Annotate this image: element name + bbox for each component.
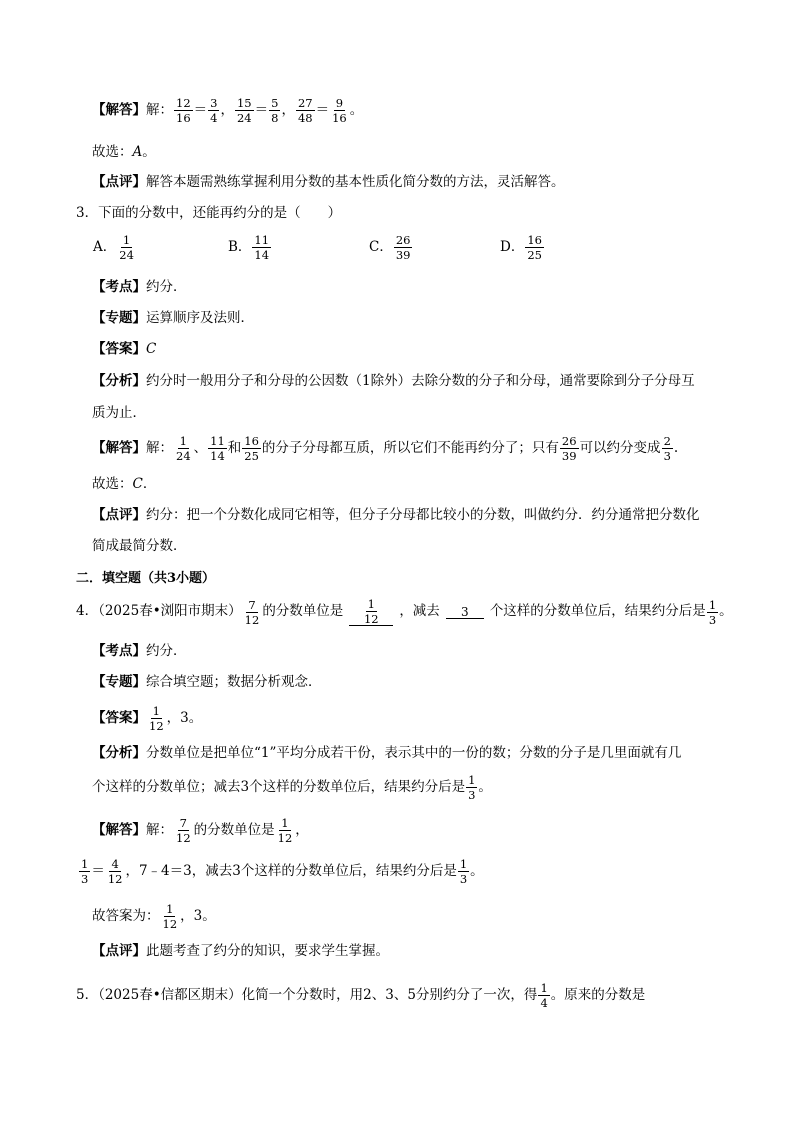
answer-blank-1[interactable] bbox=[349, 598, 393, 626]
choose-line bbox=[92, 146, 156, 160]
equals-sign: ＝ bbox=[315, 101, 330, 118]
comment-tag: 【点评】 bbox=[92, 507, 146, 523]
choose-end: ． bbox=[142, 476, 157, 492]
option-label: B． bbox=[228, 238, 252, 255]
fraction: $\frac{4}{12}$ bbox=[107, 857, 123, 887]
choose-end: 。 bbox=[142, 144, 156, 160]
fraction: $\frac{11}{14}$ bbox=[254, 233, 270, 263]
answer-line bbox=[92, 705, 202, 732]
question-text: 3．下面的分数中，还能再约分的是（ ） bbox=[76, 205, 342, 221]
knowledge-text: 约分． bbox=[146, 643, 187, 659]
answer-detail-tag: 【解答】 bbox=[92, 101, 146, 118]
fraction: $\frac{1}{3}$ bbox=[459, 857, 468, 887]
solution-line bbox=[92, 817, 309, 844]
option-d bbox=[500, 234, 545, 261]
solution-prefix: 解： bbox=[146, 821, 173, 838]
answer-tag: 【答案】 bbox=[92, 709, 146, 726]
fraction: $\frac{27}{48}$ bbox=[297, 96, 313, 126]
topic-tag: 【专题】 bbox=[92, 674, 146, 690]
fraction: $\frac{15}{24}$ bbox=[236, 96, 252, 126]
fraction: $\frac{1}{3}$ bbox=[81, 857, 89, 887]
choose-letter: A bbox=[132, 144, 143, 160]
solution-prefix: 解： bbox=[146, 101, 173, 118]
answer-line bbox=[92, 343, 156, 357]
analysis-text: 。 bbox=[478, 778, 492, 795]
fraction: $\frac{1}{24}$ bbox=[176, 434, 191, 464]
fraction: $\frac{1}{24}$ bbox=[119, 233, 134, 263]
topic-line bbox=[92, 312, 254, 326]
solution-prefix: 解： bbox=[146, 439, 173, 456]
fraction: $\frac{1}{12}$ bbox=[149, 704, 164, 734]
answer-text: ，3。 bbox=[166, 709, 203, 726]
solution-line bbox=[92, 97, 363, 124]
fraction: $\frac{1}{12}$ bbox=[162, 902, 178, 932]
solution-text: 可以约分变成 bbox=[579, 439, 661, 456]
topic-text: 综合填空题；数据分析观念． bbox=[146, 674, 322, 690]
fraction: $\frac{5}{8}$ bbox=[271, 96, 279, 126]
fraction: $\frac{1}{12}$ bbox=[363, 597, 379, 627]
option-label: D． bbox=[500, 238, 525, 255]
solution-text: 的分数单位是 bbox=[193, 821, 275, 838]
analysis-line-2 bbox=[92, 774, 492, 801]
comment-line bbox=[92, 945, 389, 959]
final-answer-line bbox=[92, 903, 216, 930]
comma: ， bbox=[281, 101, 295, 118]
choose-letter: C bbox=[132, 476, 143, 492]
analysis-tag: 【分析】 bbox=[92, 373, 146, 389]
comment-text: 此题考查了约分的知识，要求学生掌握。 bbox=[146, 943, 389, 959]
question-text: 的分数单位是 bbox=[262, 603, 344, 620]
solution-line-2 bbox=[78, 858, 484, 885]
knowledge-tag: 【考点】 bbox=[92, 643, 146, 659]
question-text: ，减去 bbox=[399, 603, 440, 620]
answer-detail-tag: 【解答】 bbox=[92, 439, 146, 456]
fraction: $\frac{26}{39}$ bbox=[395, 233, 411, 263]
fraction: $\frac{12}{16}$ bbox=[176, 96, 191, 126]
choose-line bbox=[92, 478, 156, 492]
knowledge-line bbox=[92, 281, 187, 295]
fraction: $\frac{1}{4}$ bbox=[540, 981, 548, 1011]
question-source: 4．（2025春•浏阳市期末） bbox=[76, 603, 242, 620]
knowledge-line bbox=[92, 645, 187, 659]
comment-line-2 bbox=[92, 540, 187, 554]
topic-line bbox=[92, 676, 322, 690]
solution-text: . bbox=[673, 439, 679, 456]
solution-text: 和 bbox=[227, 439, 242, 456]
analysis-text: 质为止． bbox=[92, 405, 146, 421]
fraction: $\frac{16}{25}$ bbox=[244, 434, 259, 464]
comment-tag: 【点评】 bbox=[92, 174, 146, 190]
knowledge-tag: 【考点】 bbox=[92, 279, 146, 295]
solution-line bbox=[92, 435, 678, 462]
analysis-line-1 bbox=[92, 375, 695, 389]
analysis-text: 个这样的分数单位；减去3个这样的分数单位后，结果约分后是 bbox=[92, 778, 466, 795]
question-5-stem bbox=[76, 982, 645, 1009]
solution-text: 的分子分母都互质，所以它们不能再约分了；只有 bbox=[261, 439, 559, 456]
comment-line-1 bbox=[92, 509, 700, 523]
comment-tag: 【点评】 bbox=[92, 943, 146, 959]
answer-tag: 【答案】 bbox=[92, 341, 146, 357]
comma: ， bbox=[220, 101, 234, 118]
comment-text: 约分：把一个分数化成同它相等，但分子分母都比较小的分数，叫做约分．约分通常把分数化 bbox=[146, 507, 700, 523]
option-b bbox=[228, 234, 272, 261]
option-c bbox=[369, 234, 413, 261]
analysis-line-1 bbox=[92, 747, 681, 761]
solution-text: 、 bbox=[193, 439, 208, 456]
comment-line bbox=[92, 176, 565, 190]
answer-detail-tag: 【解答】 bbox=[92, 821, 146, 838]
fraction: $\frac{7}{12}$ bbox=[244, 597, 260, 627]
fraction: $\frac{7}{12}$ bbox=[176, 816, 191, 846]
equals-sign: ＝ bbox=[254, 101, 269, 118]
fraction: $\frac{1}{3}$ bbox=[468, 773, 476, 803]
analysis-text: 约分时一般用分子和分母的公因数（1除外）去除分数的分子和分母，通常要除到分子分母互 bbox=[146, 373, 695, 389]
period: 。 bbox=[349, 101, 364, 118]
knowledge-text: 约分． bbox=[146, 279, 187, 295]
solution-text: 。 bbox=[470, 862, 484, 879]
fraction: $\frac{16}{25}$ bbox=[527, 233, 542, 263]
analysis-line-2 bbox=[92, 407, 146, 421]
question-text: 。 bbox=[719, 603, 733, 620]
solution-text: ， bbox=[295, 821, 309, 838]
section-title bbox=[76, 572, 215, 585]
option-label: C． bbox=[369, 238, 393, 255]
question-text: 个这样的分数单位后，结果约分后是 bbox=[489, 603, 706, 620]
equals-sign: ＝ bbox=[91, 862, 105, 879]
comment-text: 解答本题需熟练掌握利用分数的基本性质化简分数的方法，灵活解答。 bbox=[146, 174, 565, 190]
choose-prefix: 故选： bbox=[92, 476, 133, 492]
final-text: ，3。 bbox=[180, 907, 216, 924]
fraction: $\frac{9}{16}$ bbox=[332, 96, 347, 126]
answer-text: C bbox=[146, 341, 157, 357]
choose-prefix: 故选： bbox=[92, 144, 133, 160]
answer-blank-2[interactable]: 3 bbox=[446, 606, 484, 619]
question-text: 5．（2025春•信都区期末）化简一个分数时，用2、3、5分别约分了一次，得 bbox=[76, 986, 538, 1003]
question-4-stem bbox=[76, 598, 733, 626]
section-title-text: 二．填空题（共3小题） bbox=[76, 571, 216, 586]
comment-text: 简成最简分数． bbox=[92, 538, 187, 554]
question-3-stem bbox=[76, 207, 341, 221]
option-label: A． bbox=[93, 238, 117, 255]
fraction: $\frac{3}{4}$ bbox=[210, 96, 218, 126]
solution-text: ，7﹣4＝3，减去3个这样的分数单位后，结果约分后是 bbox=[125, 862, 457, 879]
fraction: $\frac{1}{3}$ bbox=[708, 597, 717, 627]
option-a bbox=[93, 234, 137, 261]
fraction: $\frac{2}{3}$ bbox=[663, 434, 671, 464]
topic-tag: 【专题】 bbox=[92, 310, 146, 326]
topic-text: 运算顺序及法则． bbox=[146, 310, 254, 326]
fraction: $\frac{1}{12}$ bbox=[277, 816, 293, 846]
analysis-text: 分数单位是把单位“1”平均分成若干份，表示其中的一份的数；分数的分子是几里面就有几 bbox=[146, 745, 682, 761]
fraction: $\frac{11}{14}$ bbox=[210, 434, 225, 464]
analysis-tag: 【分析】 bbox=[92, 745, 146, 761]
equals-sign: ＝ bbox=[193, 101, 208, 118]
fraction: $\frac{26}{39}$ bbox=[561, 434, 577, 464]
question-text: 。原来的分数是 bbox=[550, 986, 646, 1003]
final-prefix: 故答案为： bbox=[92, 907, 160, 924]
